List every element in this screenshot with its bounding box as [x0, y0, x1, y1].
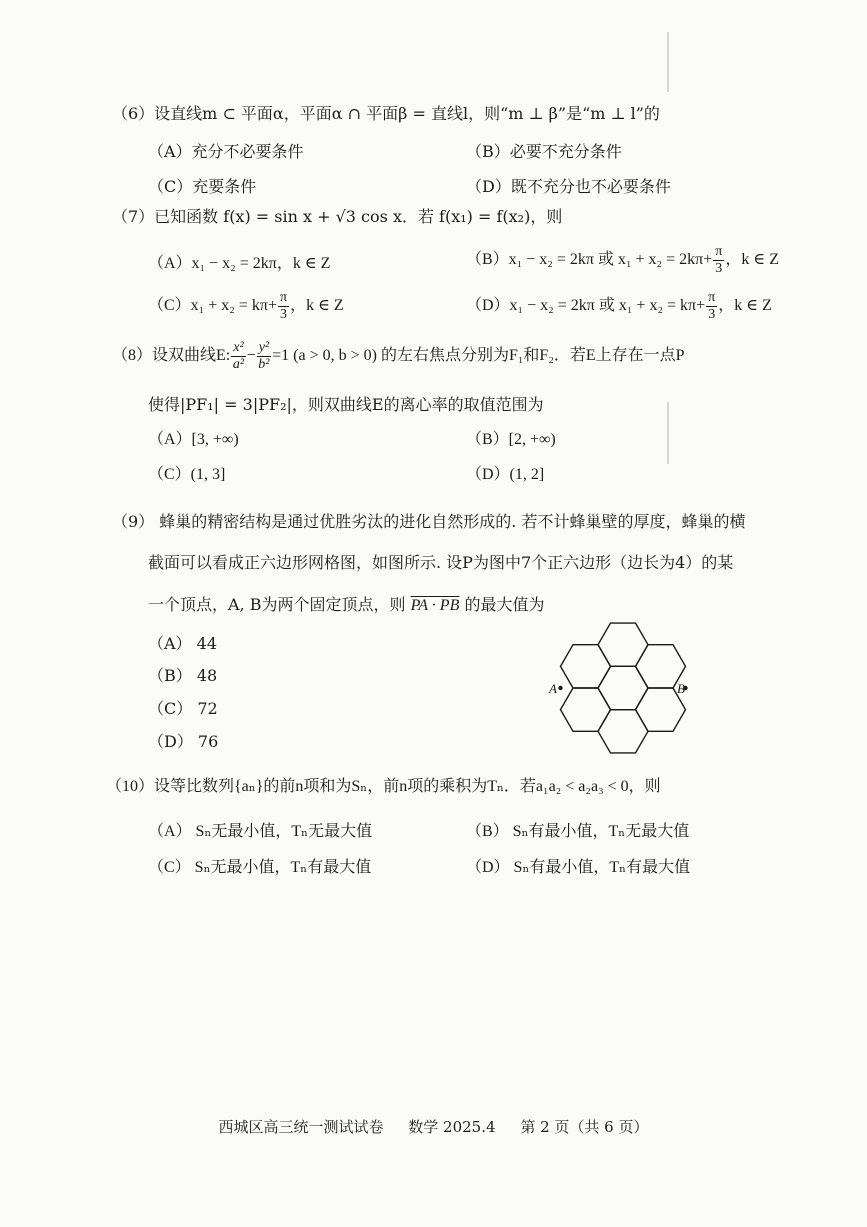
pi-over-3-fraction [278, 290, 289, 323]
q9-option-c: （C） 72 [148, 699, 218, 718]
footer-subject: 数学 2025.4 [408, 1118, 496, 1136]
hexagon-cell [561, 645, 611, 688]
q10-option-d: （D） Sₙ有最小值，Tₙ有最大值 [466, 859, 691, 876]
fraction-denominator: 3 [715, 261, 723, 276]
hexagon-cell [598, 710, 648, 753]
q8-stem-line2: 使得|PF₁| = 3|PF₂|，则双曲线E的离心率的取值范围为 [148, 395, 544, 414]
q8-stem-start: （8）设双曲线E: [112, 347, 231, 365]
q7-option-d [466, 290, 772, 323]
honeycomb-hexagon-diagram [548, 616, 698, 761]
q8-option-a: （A）[3, +∞) [148, 431, 239, 448]
q7-option-c-tail: ，k ∈ Z [290, 297, 344, 315]
q8-stem-end: =1 (a > 0, b > 0) 的左右焦点分别为F₁和F₂．若E上存在一点P [272, 347, 685, 365]
q7-option-b-text: （B）x₁ − x₂ = 2kπ 或 x₁ + x₂ = 2kπ+ [466, 251, 713, 269]
q7-option-a: （A）x₁ − x₂ = 2kπ，k ∈ Z [148, 255, 331, 272]
q10-option-b: （B） Sₙ有最小值，Tₙ无最大值 [466, 823, 690, 840]
q8-stem [112, 340, 685, 373]
footer-school: 西城区高三统一测试试卷 [218, 1118, 384, 1136]
vector-dot-product: PA · PB [410, 597, 460, 614]
fraction-numerator: π [279, 290, 288, 305]
q7-option-d-text: （D）x₁ − x₂ = 2kπ 或 x₁ + x₂ = kπ+ [466, 297, 706, 315]
q9-option-b: （B） 48 [148, 666, 218, 685]
q10-stem: （10）设等比数列{aₙ}的前n项和为Sₙ，前n项的乘积为Tₙ．若a₁a₂ < a₂a₃ < 0，则 [106, 778, 661, 795]
fraction-denominator: 3 [280, 307, 288, 322]
fraction-numerator: x² [233, 340, 244, 355]
q9-stem-line3 [148, 593, 544, 618]
q7-option-b-tail: ，k ∈ Z [725, 251, 779, 269]
fraction-numerator: π [708, 290, 716, 305]
page-footer [0, 1116, 867, 1137]
footer-page-number: 第 2 页（共 6 页） [520, 1118, 649, 1136]
fraction-numerator: π [715, 244, 723, 259]
scan-mark-top [667, 32, 669, 92]
q6-option-b: （B）必要不充分条件 [466, 142, 622, 161]
pi-over-3-fraction [706, 290, 717, 323]
vertex-b-label: B [677, 681, 685, 696]
q9-stem-line3-start: 一个顶点，A, B为两个固定顶点，则 [148, 595, 406, 614]
q8-option-b: （B）[2, +∞) [466, 431, 556, 448]
q9-stem-line3-end: 的最大值为 [464, 595, 545, 614]
q7-option-b [466, 244, 779, 277]
y2-over-b2-fraction [257, 340, 271, 373]
q9-option-a: （A） 44 [148, 634, 218, 653]
minus-sign: − [246, 347, 256, 365]
q7-option-c [148, 290, 344, 323]
hexagon-cell [598, 623, 648, 666]
q9-stem-line1: （9） 蜂巢的精密结构是通过优胜劣汰的进化自然形成的. 若不计蜂巢壁的厚度，蜂巢的横 [112, 512, 746, 531]
q6-option-c: （C）充要条件 [148, 177, 257, 196]
vertex-a-label: A [549, 681, 557, 696]
scan-mark-middle [667, 402, 669, 464]
fraction-numerator: y² [258, 340, 270, 355]
q7-stem: （7）已知函数 f(x) = sin x + √3 cos x．若 f(x₁) = f(x₂)，则 [112, 207, 563, 226]
q10-option-a: （A） Sₙ无最小值，Tₙ无最大值 [148, 823, 373, 840]
q6-option-d: （D）既不充分也不必要条件 [466, 177, 671, 196]
q9-stem-line2: 截面可以看成正六边形网格图，如图所示. 设P为图中7个正六边形（边长为4）的某 [148, 553, 734, 572]
vertex-a-dot [558, 686, 562, 690]
x2-over-a2-fraction [231, 340, 245, 373]
q6-stem: （6）设直线m ⊂ 平面α，平面α ∩ 平面β = 直线l，则“m ⊥ β”是“m ⊥ l”的 [112, 104, 660, 123]
q10-option-c: （C） Sₙ无最小值，Tₙ有最大值 [148, 859, 372, 876]
q6-option-a: （A）充分不必要条件 [148, 142, 304, 161]
fraction-denominator: 3 [708, 307, 716, 322]
fraction-denominator: b² [258, 357, 270, 372]
q7-option-d-tail: ，k ∈ Z [718, 297, 772, 315]
q9-option-d: （D） 76 [148, 732, 219, 751]
q8-option-d: （D）(1, 2] [466, 466, 545, 483]
q7-option-c-text: （C）x₁ + x₂ = kπ+ [148, 297, 277, 315]
hexagon-cell [598, 666, 648, 709]
pi-over-3-fraction [713, 244, 724, 277]
hexagon-cell [561, 688, 611, 731]
q8-option-c: （C）(1, 3] [148, 466, 226, 483]
fraction-denominator: a² [232, 357, 245, 372]
